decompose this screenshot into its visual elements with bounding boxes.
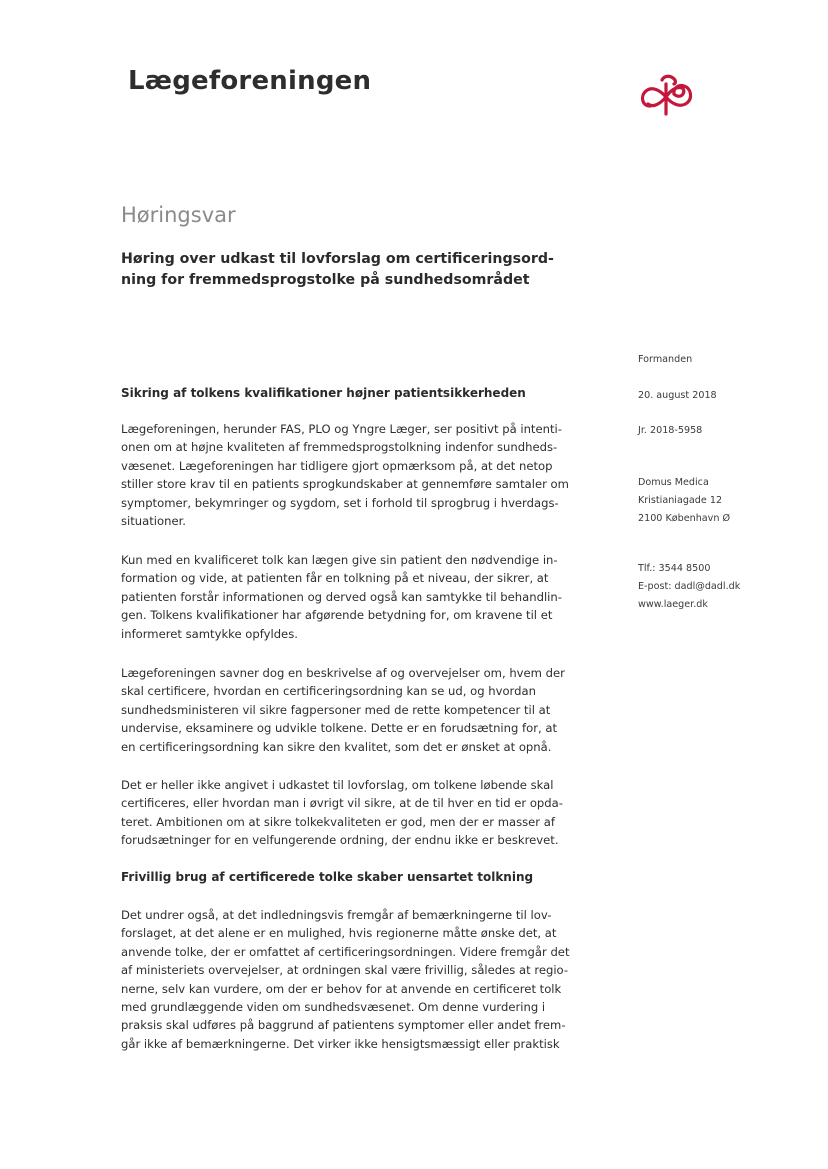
text-line: væsenet. Lægeforeningen har tidligere gjort opmærksom på, at det netop xyxy=(121,458,553,473)
text-line: anvende tolke, der er omfattet af certificeringsordningen. Videre fremgår det xyxy=(121,944,570,959)
brand-wordmark: Lægeforeningen xyxy=(128,66,372,96)
paragraph xyxy=(121,420,569,530)
sender-role: Formanden xyxy=(638,354,693,365)
section-heading: Sikring af tolkens kvalifikationer højner patientsikkerheden xyxy=(121,386,526,400)
text-line: informeret samtykke opfyldes. xyxy=(121,626,298,641)
text-line: en certificeringsordning kan sikre den kvalitet, som det er ønsket at opnå. xyxy=(121,739,552,754)
text-line: situationer. xyxy=(121,514,186,529)
aesculapian-snake-logo-icon xyxy=(636,70,696,118)
document-title-line: ning for fremmedsprogstolke på sundhedsområdet xyxy=(121,272,530,288)
text-line: certificeres, eller hvordan man i øvrigt vil sikre, at de til hver en tid er opda- xyxy=(121,796,563,811)
email-address: E-post: dadl@dadl.dk xyxy=(638,581,741,592)
website-link[interactable]: www.laeger.dk xyxy=(638,599,708,610)
phone-number: Tlf.: 3544 8500 xyxy=(638,563,711,574)
text-line: af ministeriets overvejelser, at ordningen skal være frivillig, således at regio- xyxy=(121,963,569,978)
document-type: Høringsvar xyxy=(121,203,236,227)
paragraph xyxy=(121,906,570,1053)
paragraph xyxy=(121,551,562,643)
text-line: symptomer, bekymringer og sygdom, set i forhold til sprogbrug i hverdags- xyxy=(121,495,559,510)
text-line: formation og vide, at patienten får en tolkning på et niveau, der sikrer, at xyxy=(121,571,549,586)
text-line: Lægeforeningen, herunder FAS, PLO og Yngre Læger, ser positivt på intenti- xyxy=(121,422,562,436)
document-title-line: Høring over udkast til lovforslag om certificeringsord- xyxy=(121,251,554,267)
text-line: patienten forstår informationen og derved også kan samtykke til behandlin- xyxy=(121,589,562,604)
text-line: stiller store krav til en patients sprogkundskaber at gennemføre samtaler om xyxy=(121,477,569,492)
text-line: med grundlæggende viden om sundhedsvæsenet. Om denne vurdering i xyxy=(121,1000,546,1015)
text-line: praksis skal udføres på baggrund af patientens symptomer eller andet frem- xyxy=(121,1018,566,1033)
address-line: 2100 København Ø xyxy=(638,513,731,524)
paragraph xyxy=(121,776,563,850)
text-line: Det er heller ikke angivet i udkastet til lovforslag, om tolkene løbende skal xyxy=(121,778,554,792)
text-line: teret. Ambitionen om at sikre tolkekvaliteten er god, men der er masser af xyxy=(121,814,555,829)
letter-date: 20. august 2018 xyxy=(638,390,717,401)
text-line: skal certificere, hvordan en certificeringsordning kan se ud, og hvordan xyxy=(121,684,536,699)
address-line: Domus Medica xyxy=(638,477,709,488)
text-line: onen om at højne kvaliteten af fremmedsprogstolkning indenfor sundheds- xyxy=(121,440,558,455)
text-line: går ikke af bemærkningerne. Det virker ikke hensigtsmæssigt eller praktisk xyxy=(121,1036,560,1051)
text-line: Lægeforeningen savner dog en beskrivelse af og overvejelser om, hvem der xyxy=(121,666,565,680)
text-line: forudsætninger for en velfungerende ordning, der endnu ikke er beskrevet. xyxy=(121,833,559,848)
text-line: gen. Tolkens kvalifikationer har afgørende betydning for, om kravene til et xyxy=(121,608,553,623)
address-line: Kristianiagade 12 xyxy=(638,495,723,506)
journal-number: Jr. 2018-5958 xyxy=(638,425,703,436)
text-line: Det undrer også, at det indledningsvis fremgår af bemærkningerne til lov- xyxy=(121,908,552,922)
text-line: nerne, selv kan vurdere, om der er behov for at anvende en certificeret tolk xyxy=(121,981,562,996)
section-heading: Frivillig brug af certificerede tolke skaber uensartet tolkning xyxy=(121,870,534,884)
text-line: forslaget, at det alene er en mulighed, hvis regionerne måtte ønske det, at xyxy=(121,926,557,941)
document-title xyxy=(121,249,591,291)
text-line: sundhedsministeren vil sikre fagpersoner med de rette kompetencer til at xyxy=(121,702,551,717)
paragraph xyxy=(121,664,565,756)
text-line: Kun med en kvalificeret tolk kan lægen give sin patient den nødvendige in- xyxy=(121,553,558,567)
text-line: undervise, eksaminere og udvikle tolkene. Dette er en forudsætning for, at xyxy=(121,721,557,736)
